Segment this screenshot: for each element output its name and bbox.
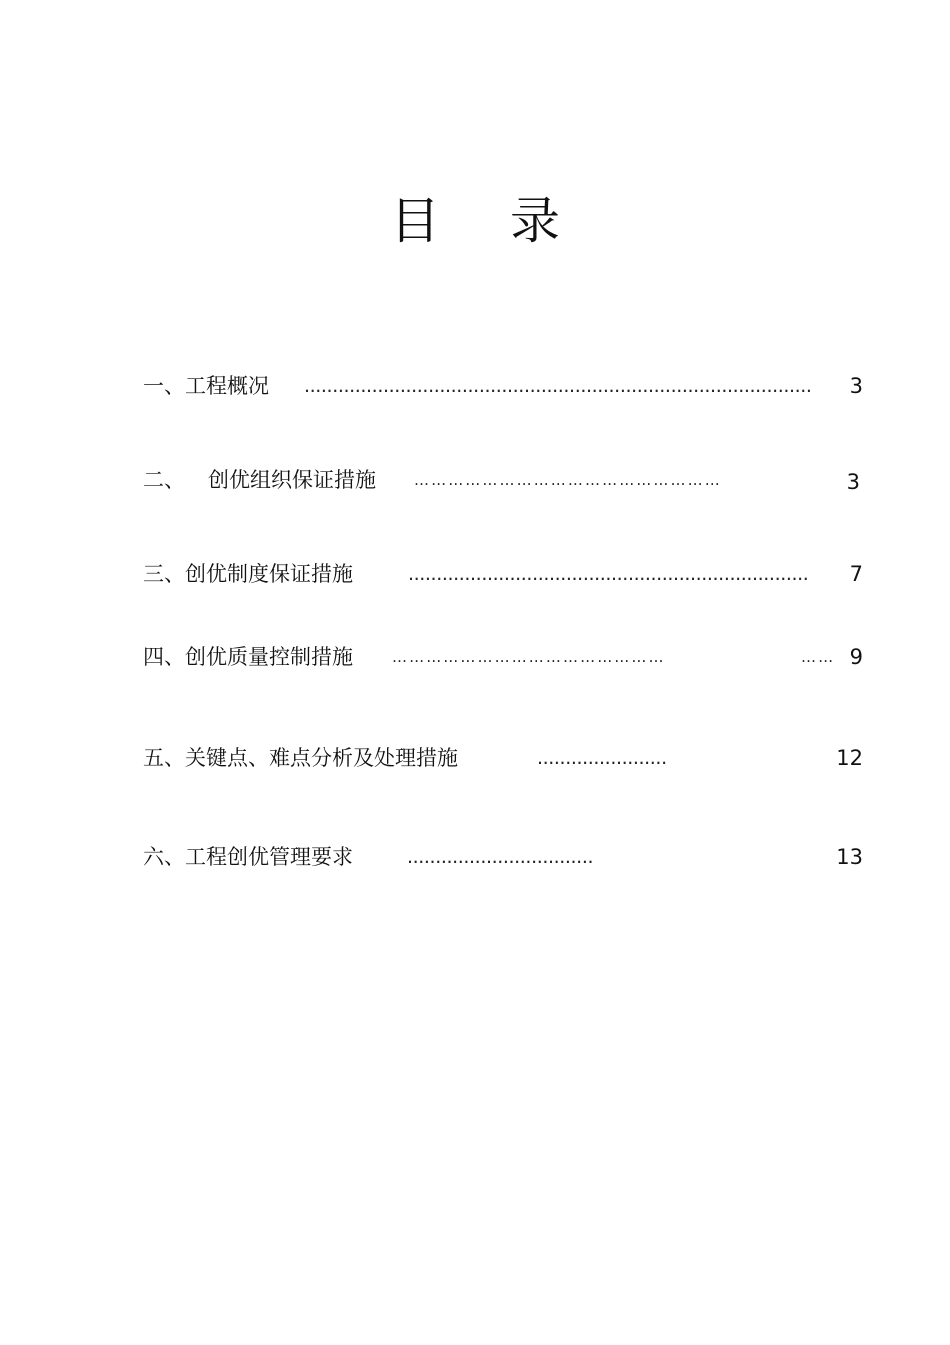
page-title (0, 182, 950, 252)
toc-entry-page: 3 (849, 374, 863, 398)
toc-entry-page: 7 (849, 562, 863, 586)
toc-entry-label: 创优组织保证措施 (208, 468, 376, 492)
toc-entry-page: 12 (836, 746, 863, 770)
toc-entry-leader: ....................................................................... (408, 563, 809, 585)
toc-entry-leader: ................................. (407, 846, 594, 868)
toc-entry-page: 9 (849, 645, 863, 669)
toc-entry-page: 3 (846, 470, 860, 494)
title-char-2: 录 (510, 192, 560, 250)
title-char-1: 目 (390, 192, 440, 250)
toc-entry-leader-tail: …… (801, 648, 836, 666)
toc-entry-leader: .......................................................................................... (304, 375, 812, 397)
toc-entry-leader: ………………………………………… (392, 648, 666, 666)
toc-entry-page: 13 (836, 845, 863, 869)
toc-entry-number: 二、 (143, 468, 185, 492)
toc-entry-label: 六、工程创优管理要求 (143, 845, 353, 869)
toc-entry-leader: ……………………………………………… (414, 471, 722, 489)
toc-entry-leader: ....................... (537, 747, 667, 769)
toc-entry-label: 一、工程概况 (143, 374, 269, 398)
toc-entry-label: 三、创优制度保证措施 (143, 562, 353, 586)
toc-entry-label: 五、关键点、难点分析及处理措施 (143, 746, 458, 770)
toc-entry-label: 四、创优质量控制措施 (143, 645, 353, 669)
